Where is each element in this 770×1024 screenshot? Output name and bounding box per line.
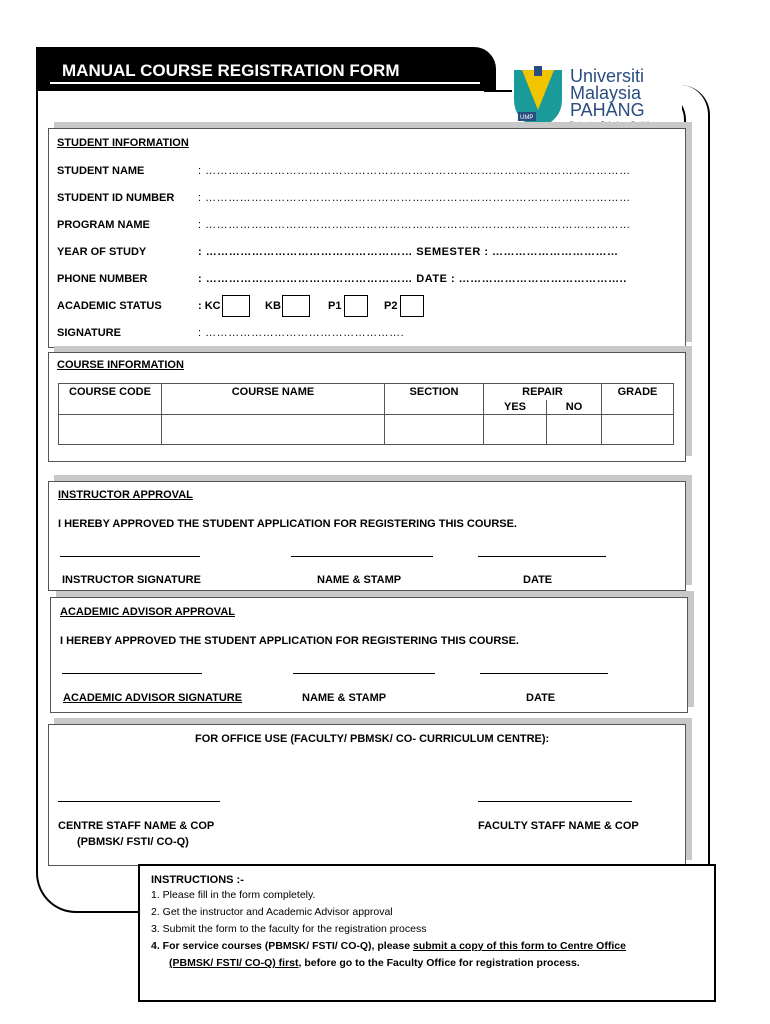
status-p1-label: P1	[328, 300, 342, 312]
ump-shield-icon	[512, 66, 564, 130]
instruction-item-4-line2	[169, 957, 580, 969]
phone-number-label: PHONE NUMBER	[57, 273, 148, 285]
cell-grade[interactable]	[602, 415, 674, 445]
status-kc-checkbox[interactable]	[222, 295, 250, 317]
signature-field[interactable]: : …………………………………………….	[198, 327, 405, 339]
instructor-name-label: NAME & STAMP	[317, 574, 402, 586]
cell-repair-no[interactable]	[547, 415, 602, 445]
instruction-item-4-line2-underlined: (PBMSK/ FSTI/ CO-Q) first	[169, 957, 299, 969]
instructor-date-line[interactable]	[478, 556, 606, 557]
student-id-field[interactable]: : …………………………………………………………………………………………………	[198, 192, 631, 204]
instructor-signature-label: INSTRUCTOR SIGNATURE	[62, 574, 201, 586]
col-repair-no: NO	[547, 400, 602, 415]
instruction-item-4-underlined: submit a copy of this form to Centre Office	[413, 940, 626, 952]
year-semester-field[interactable]: : ……………………………………………… SEMESTER : ……………………………	[198, 246, 619, 258]
university-logo	[512, 66, 682, 132]
status-kc-label: : KC	[198, 300, 221, 312]
course-info-heading: COURSE INFORMATION	[57, 359, 184, 371]
svg-text:UMP: UMP	[520, 115, 534, 121]
centre-staff-line[interactable]	[58, 801, 220, 802]
office-use-heading: FOR OFFICE USE (FACULTY/ PBMSK/ CO- CURRICULUM CENTRE):	[195, 733, 550, 745]
advisor-statement: I HEREBY APPROVED THE STUDENT APPLICATION FOR REGISTERING THIS COURSE.	[60, 635, 519, 647]
advisor-approval-heading: ACADEMIC ADVISOR APPROVAL	[60, 606, 235, 618]
student-id-label: STUDENT ID NUMBER	[57, 192, 175, 204]
col-course-name: COURSE NAME	[162, 384, 385, 415]
student-name-field[interactable]: : …………………………………………………………………………………………………	[198, 165, 631, 177]
col-repair: REPAIR	[484, 384, 602, 400]
instruction-item-3: 3. Submit the form to the faculty for the registration process	[151, 923, 427, 935]
cell-course-code[interactable]	[59, 415, 162, 445]
status-p1-checkbox[interactable]	[344, 295, 368, 317]
program-name-field[interactable]: : …………………………………………………………………………………………………	[198, 219, 631, 231]
status-kb-label: KB	[265, 300, 281, 312]
advisor-signature-line[interactable]	[62, 673, 202, 674]
instructor-signature-line[interactable]	[60, 556, 200, 557]
col-course-code: COURSE CODE	[59, 384, 162, 415]
cell-section[interactable]	[385, 415, 484, 445]
advisor-date-line[interactable]	[480, 673, 608, 674]
cell-repair-yes[interactable]	[484, 415, 547, 445]
signature-label: SIGNATURE	[57, 327, 121, 339]
advisor-date-label: DATE	[526, 692, 556, 704]
course-table	[58, 383, 674, 445]
academic-status-label: ACADEMIC STATUS	[57, 300, 162, 312]
instruction-item-4-prefix: 4. For service courses (PBMSK/ FSTI/ CO-Q), please	[151, 940, 413, 952]
instruction-item-4	[151, 940, 626, 952]
instructor-date-label: DATE	[523, 574, 553, 586]
instructor-statement: I HEREBY APPROVED THE STUDENT APPLICATION FOR REGISTERING THIS COURSE.	[58, 518, 517, 530]
cell-course-name[interactable]	[162, 415, 385, 445]
year-of-study-label: YEAR OF STUDY	[57, 246, 147, 258]
instructions-heading: INSTRUCTIONS :-	[151, 874, 244, 886]
student-info-heading: STUDENT INFORMATION	[57, 137, 189, 149]
advisor-name-line[interactable]	[293, 673, 435, 674]
faculty-staff-line[interactable]	[478, 801, 632, 802]
instructor-approval-heading: INSTRUCTOR APPROVAL	[58, 489, 193, 501]
form-title: MANUAL COURSE REGISTRATION FORM	[62, 61, 400, 80]
status-kb-checkbox[interactable]	[282, 295, 310, 317]
col-grade: GRADE	[602, 384, 674, 415]
status-p2-label: P2	[384, 300, 398, 312]
header-underline	[50, 82, 480, 84]
status-p2-checkbox[interactable]	[400, 295, 424, 317]
advisor-name-label: NAME & STAMP	[302, 692, 387, 704]
instructor-name-line[interactable]	[291, 556, 433, 557]
instruction-item-1: 1. Please fill in the form completely.	[151, 889, 316, 901]
logo-line-2: Malaysia	[570, 83, 642, 103]
instruction-item-4-line2-rest: , before go to the Faculty Office for registration process.	[298, 957, 580, 969]
instruction-item-2: 2. Get the instructor and Academic Advisor approval	[151, 906, 393, 918]
logo-tagline: Engineering • Technology • Creativity	[570, 121, 652, 127]
advisor-signature-label: ACADEMIC ADVISOR SIGNATURE	[63, 692, 243, 704]
table-row	[59, 415, 674, 445]
centre-staff-label: CENTRE STAFF NAME & COP	[58, 820, 215, 832]
col-repair-yes: YES	[484, 400, 547, 415]
student-name-label: STUDENT NAME	[57, 165, 145, 177]
logo-line-3: PAHANG	[570, 100, 645, 120]
logo-line-1: Universiti	[570, 66, 645, 86]
centre-staff-sublabel: (PBMSK/ FSTI/ CO-Q)	[77, 836, 189, 848]
col-section: SECTION	[385, 384, 484, 415]
phone-date-field[interactable]: : ……………………………………………… DATE : ……………………………………..	[198, 273, 627, 285]
faculty-staff-label: FACULTY STAFF NAME & COP	[478, 820, 639, 832]
program-name-label: PROGRAM NAME	[57, 219, 150, 231]
